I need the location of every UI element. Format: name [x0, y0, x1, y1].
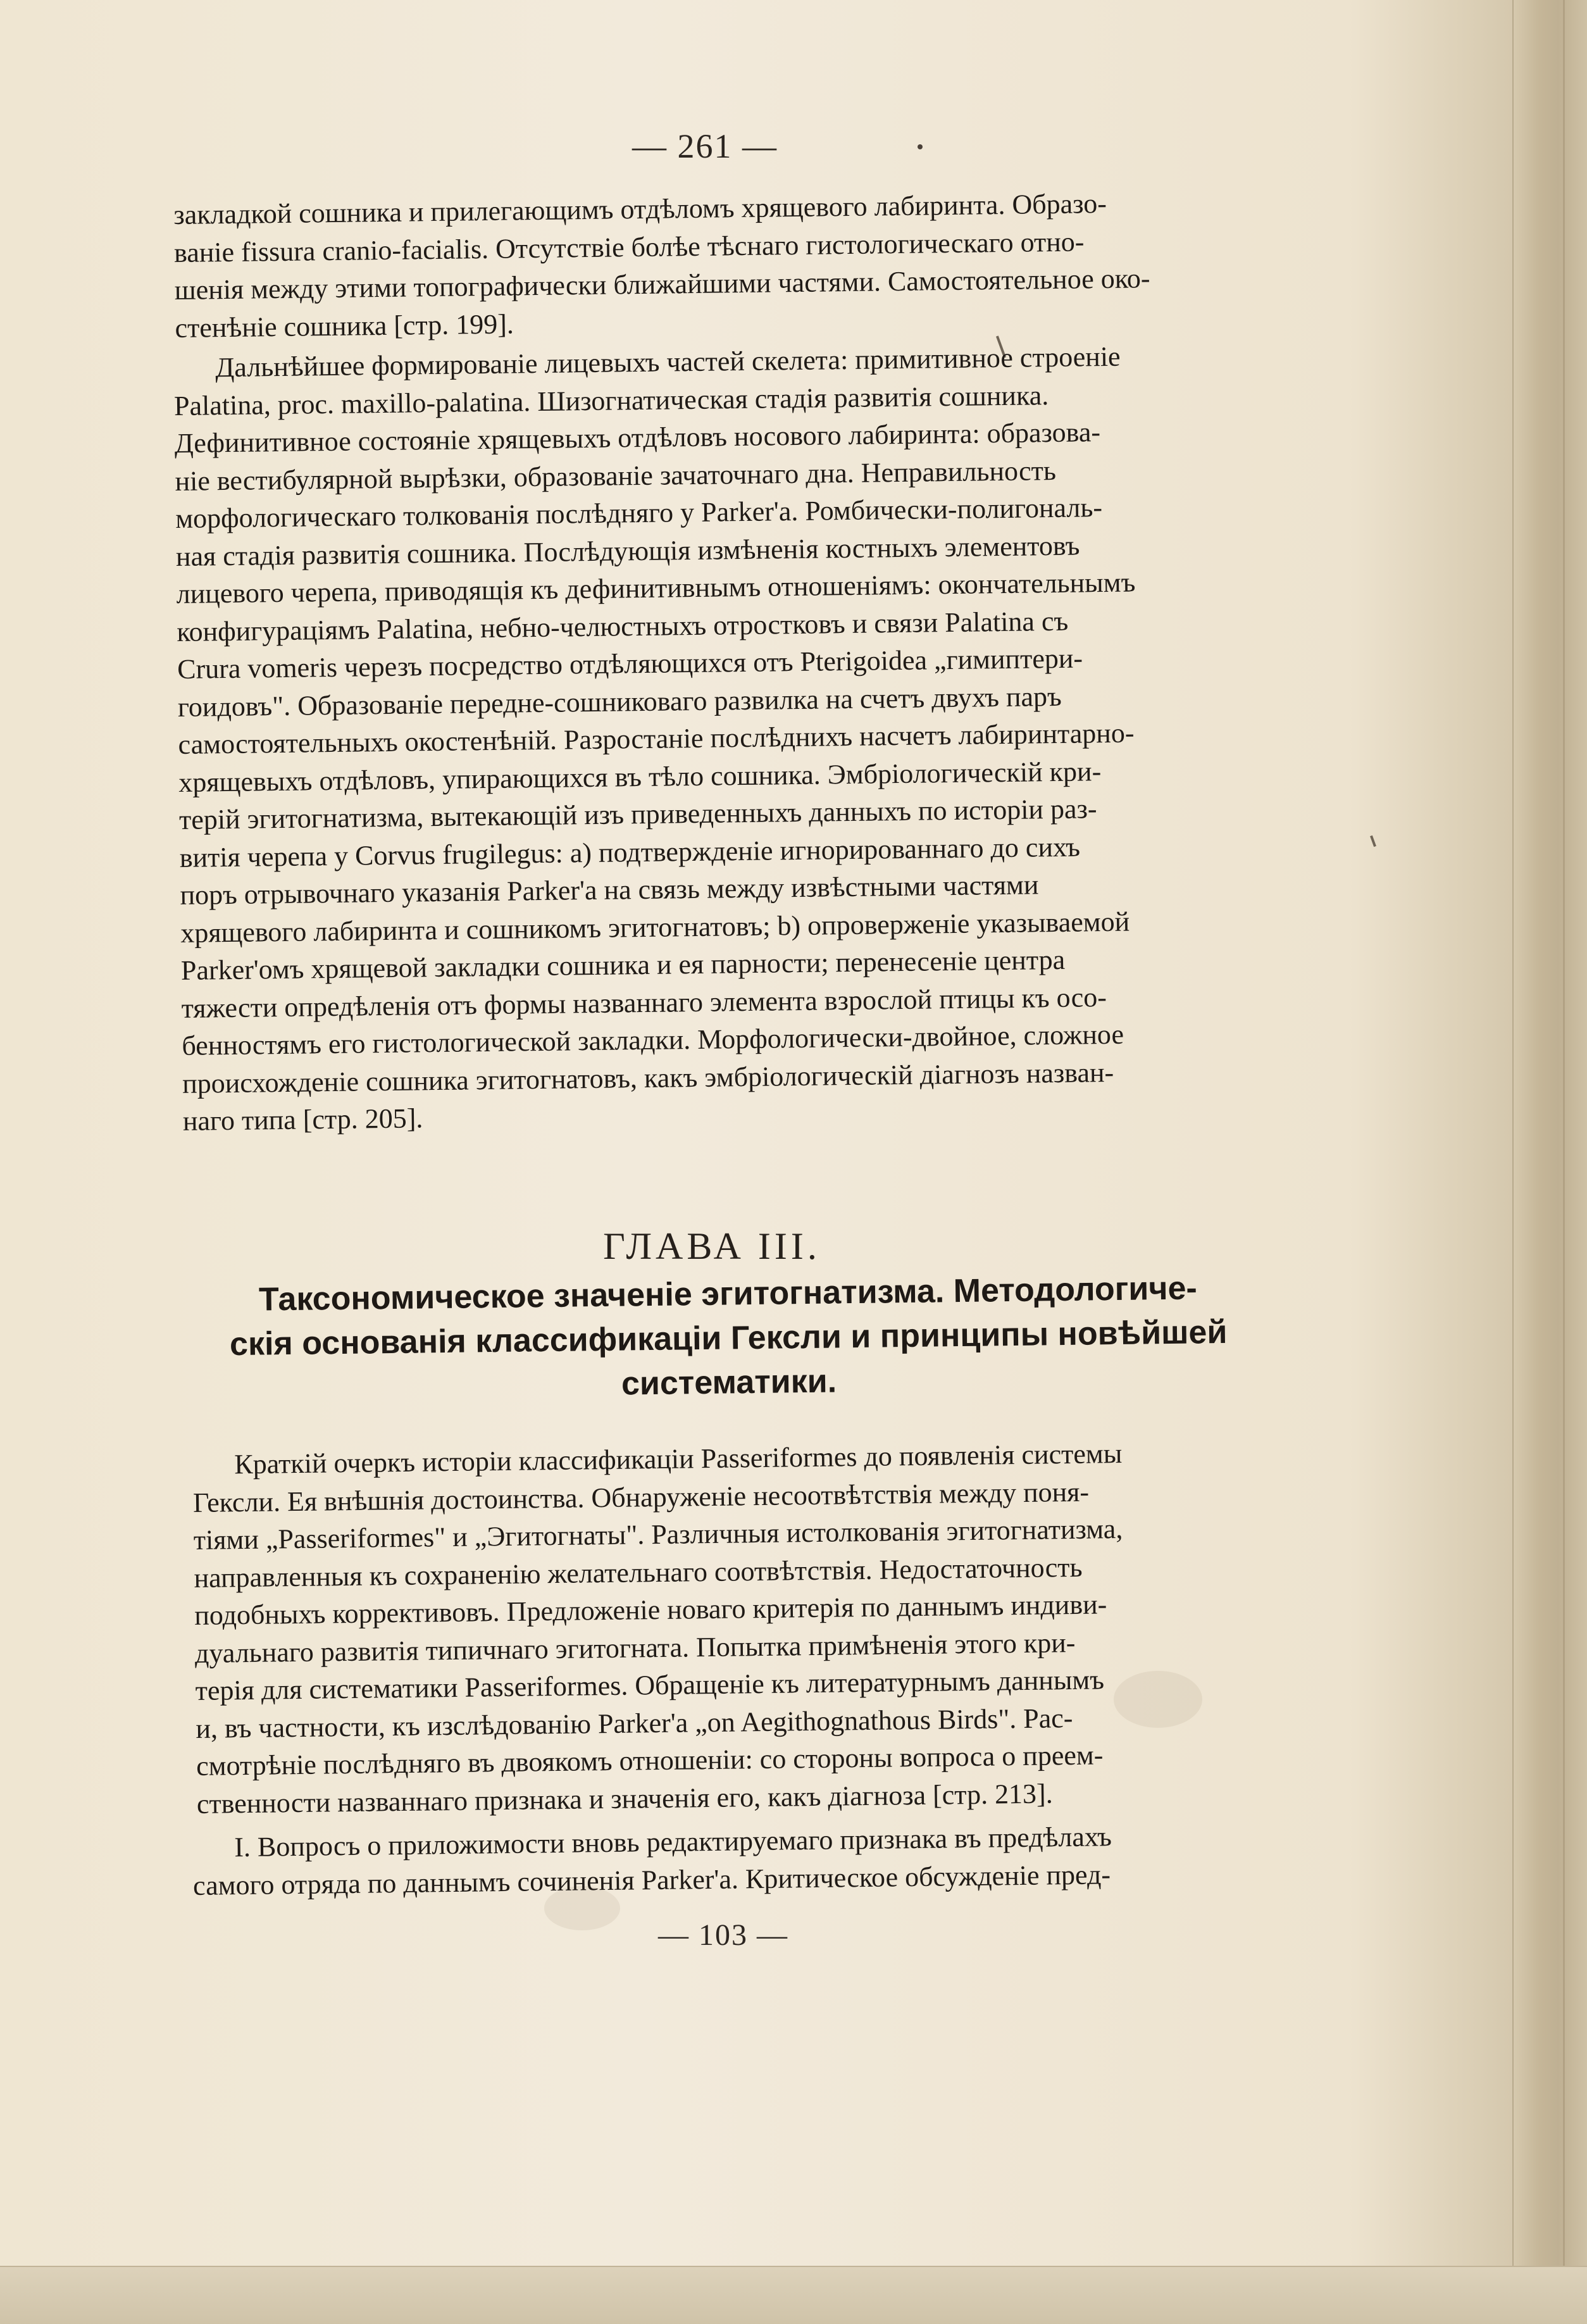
text-line: наго типа [стр. 205].: [182, 1103, 423, 1137]
text-line: Дальнѣйшее формированiе лицевыхъ частей скелета: примитивное строенiе: [215, 340, 1121, 384]
text-line: смотрѣнiе послѣдняго въ двоякомъ отношенiи: со стороны вопроса о преем-: [196, 1739, 1104, 1782]
text-line: ная стадiя развитiя сошника. Послѣдующiя измѣненiя костныхъ элементовъ: [175, 530, 1080, 572]
text-line: Parker'омъ хрящевой закладки сошника и ея парности; перенесенiе центра: [180, 944, 1066, 986]
paragraph-3: [192, 1433, 1285, 1823]
text-line: поръ отрывочнаго указанiя Parker'а на связь между извѣстными частями: [180, 869, 1039, 911]
text-line: подобныхъ коррективовъ. Предложенiе новаго критерiя по даннымъ индиви-: [194, 1589, 1107, 1631]
text-line: нiе вестибулярной вырѣзки, образованiе зачаточнаго дна. Неправильность: [175, 454, 1057, 497]
text-line: бенностямъ его гистологической закладки. Морфологически-двойное, сложное: [182, 1018, 1124, 1061]
text-line: лицевого черепа, приводящiя къ дефинитивнымъ отношенiямъ: окончательнымъ: [176, 566, 1136, 609]
text-line: конфигурацiямъ Palatina, небно-челюстныхъ отростковъ и связи Palatina съ: [177, 605, 1069, 647]
text-line: происхожденiе сошника эгитогнатовъ, какъ эмбрiологическiй дiагнозъ назван-: [182, 1056, 1114, 1099]
text-line: тяжести опредѣленiя отъ формы названнаго элемента взрослой птицы къ осо-: [181, 981, 1107, 1024]
text-line: направленныя къ сохраненiю желательнаго соотвѣтствiя. Недостаточность: [194, 1551, 1083, 1594]
page-bottom-edge: [0, 2266, 1587, 2324]
text-line: терiя для систематики Passeriformes. Обращенiе къ литературнымъ даннымъ: [195, 1664, 1105, 1706]
paragraph-2: [173, 336, 1271, 1140]
text-line: Краткiй очеркъ исторiи классификацiи Passeriformes до появленiя системы: [234, 1438, 1123, 1480]
subtitle-line: скiя основанiя классификацiи Гексли и принципы новѣйшей: [229, 1313, 1228, 1363]
chapter-heading: ГЛАВА III.: [603, 1225, 821, 1267]
text-line: самостоятельныхъ окостенѣнiй. Разростанiе послѣднихъ насчетъ лабиринтарно-: [178, 717, 1135, 760]
text-line: самого отряда по даннымъ сочиненiя Parker'а. Критическое обсужденiе пред-: [192, 1858, 1111, 1901]
text-line: Дефинитивное состоянiе хрящевыхъ отдѣловъ носового лабиринта: образова-: [174, 416, 1101, 459]
text-line: Гексли. Ея внѣшнiя достоинства. Обнаруженiе несоотвѣтствiя между поня-: [192, 1476, 1090, 1518]
subtitle-line: систематики.: [621, 1363, 837, 1403]
text-line: шенiя между этими топографически ближайшими частями. Самостоятельное око-: [174, 263, 1150, 306]
text-line: Palatina, proc. maxillo-palatina. Шизогнатическая стадiя развитiя сошника.: [173, 379, 1049, 422]
pencil-mark: [1370, 835, 1376, 847]
subtitle-line: Таксономическое значенiе эгитогнатизма. Методологиче-: [258, 1270, 1198, 1318]
text-line: стенѣнiе сошника [стр. 199].: [175, 308, 514, 344]
text-line: ванiе fissura cranio-facialis. Отсутствiе болѣе тѣснаго гистологическаго отно-: [173, 225, 1085, 268]
paragraph-4: [192, 1816, 1281, 1904]
text-line: и, въ частности, къ изслѣдованiю Parker'а „on Aegithognathous Birds". Рас-: [196, 1702, 1073, 1744]
text-line: хрящевыхъ отдѣловъ, упирающихся въ тѣло сошника. Эмбрiологическiй кри-: [178, 755, 1102, 798]
text-line: I. Вопросъ о приложимости вновь редактируемаго признака въ предѣлахъ: [234, 1821, 1112, 1863]
chapter-subtitle: [184, 1265, 1273, 1411]
page-fold-line: [1563, 0, 1565, 2324]
page-footer-number: — 103 —: [658, 1918, 788, 1952]
text-line: морфологическаго толкованiя послѣдняго у Parker'а. Ромбически-полигональ-: [175, 492, 1103, 534]
page-edge-shadow: [1512, 0, 1587, 2324]
text-line: ственности названнаго признака и значенiя его, какъ дiагноза [стр. 213].: [196, 1777, 1053, 1820]
text-line: дуальнаго развитiя типичнаго эгитогната. Попытка примѣненiя этого кри-: [194, 1627, 1076, 1669]
ink-dot: [918, 144, 923, 149]
text-line: Crura vomeris черезъ посредство отдѣляющихся отъ Pterigoidea „гимиптери-: [177, 642, 1083, 685]
text-line: хрящевого лабиринта и сошникомъ эгитогнатовъ; b) опроверженiе указываемой: [180, 906, 1130, 949]
text-line: гоидовъ". Образованiе передне-сошниковаго развилка на счетъ двухъ паръ: [177, 680, 1062, 723]
text-line: витiя черепа у Corvus frugilegus: a) подтвержденiе игнорированнаго до сихъ: [179, 831, 1081, 873]
text-line: закладкой сошника и прилегающимъ отдѣломъ хрящевого лабиринта. Образо-: [173, 187, 1107, 230]
text-line: терiй эгитогнатизма, вытекающiй изъ приведенныхъ данныхъ по исторiи раз-: [178, 793, 1097, 835]
page-header-number: — 261 —: [632, 127, 778, 165]
paragraph-1: [173, 183, 1264, 347]
text-line: тiями „Passeriformes" и „Эгитогнаты". Различныя истолкованiя эгитогнатизма,: [193, 1513, 1123, 1556]
